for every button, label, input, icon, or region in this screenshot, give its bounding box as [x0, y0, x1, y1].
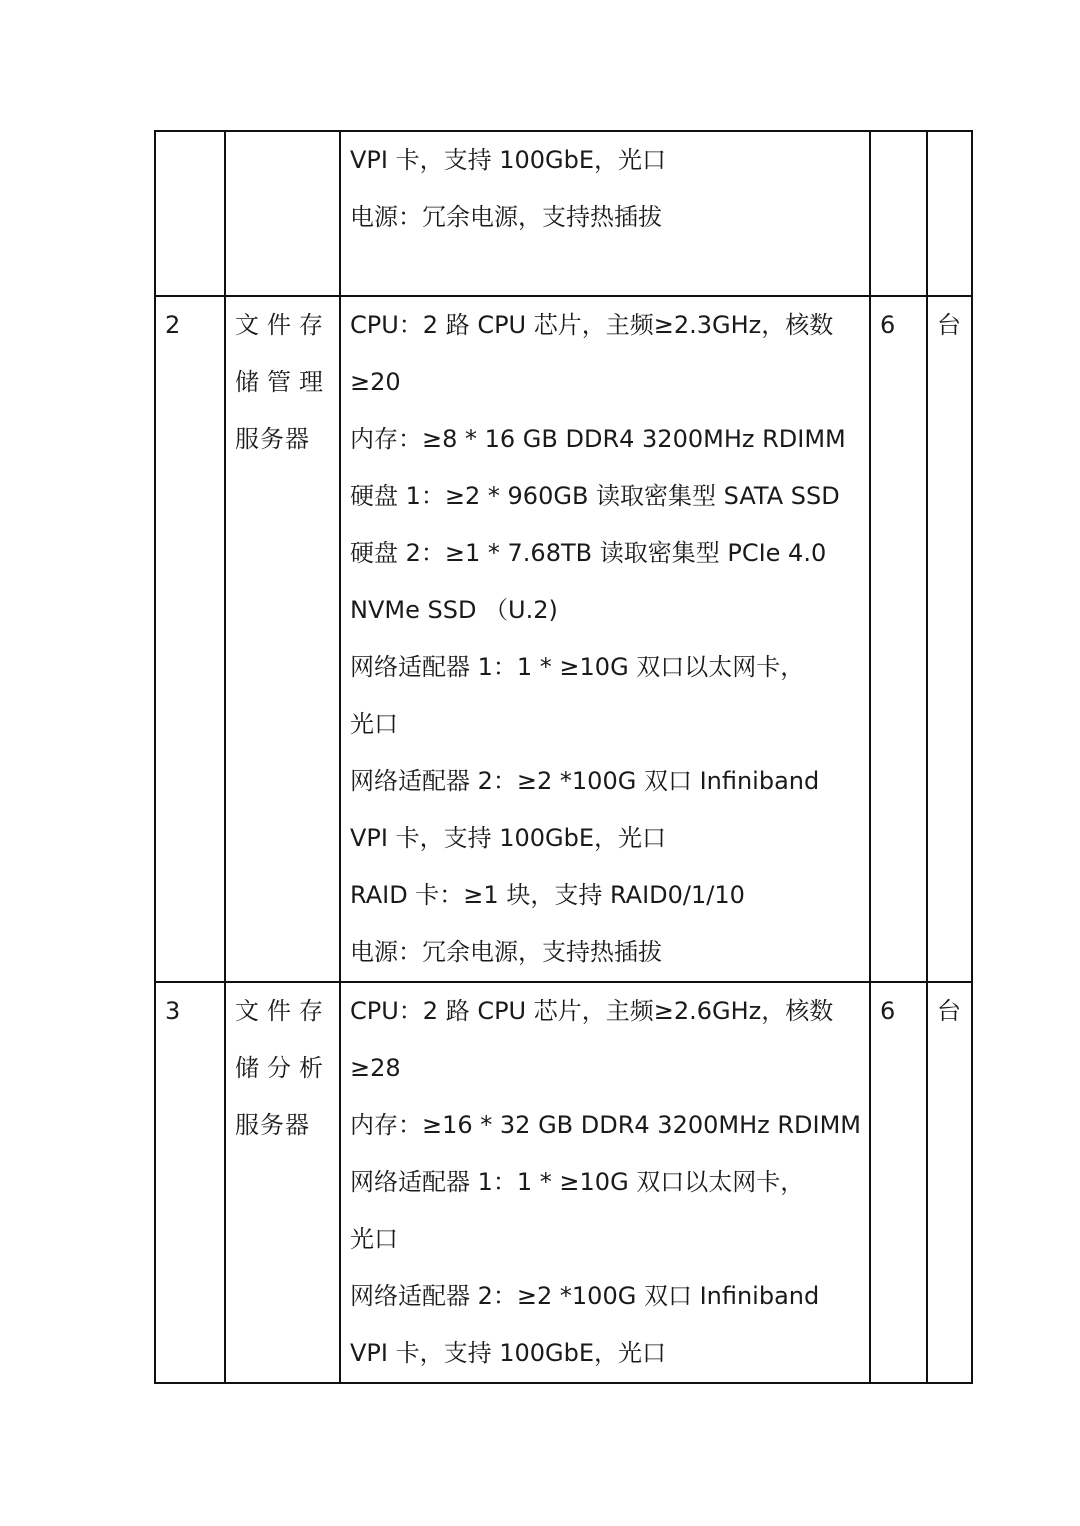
- quantity-cell: [870, 131, 927, 296]
- table-row: [155, 296, 972, 982]
- quantity-value: 6: [880, 997, 896, 1025]
- spec-line: 电源：冗余电源，支持热插拔: [350, 938, 662, 966]
- spec-line: RAID 卡：≥1 块，支持 RAID0/1/10: [350, 881, 745, 909]
- unit-value: 台: [937, 997, 962, 1025]
- spec-line: 网络适配器 1：1 * ≥10G 双口以太网卡，: [350, 1168, 805, 1196]
- quantity-value: 6: [880, 311, 896, 339]
- item-name-cell: [225, 296, 340, 982]
- item-name-line: 储分析: [235, 1054, 331, 1082]
- row-number-cell: [155, 296, 225, 982]
- spec-line: 硬盘 2：≥1 * 7.68TB 读取密集型 PCIe 4.0: [350, 539, 827, 567]
- table-row: [155, 982, 972, 1383]
- spec-line: 网络适配器 1：1 * ≥10G 双口以太网卡，: [350, 653, 805, 681]
- spec-line: 内存：≥8 * 16 GB DDR4 3200MHz RDIMM: [350, 425, 846, 453]
- spec-line: 硬盘 1：≥2 * 960GB 读取密集型 SATA SSD: [350, 482, 840, 510]
- spec-line: 光口: [350, 710, 398, 738]
- row-number-cell: [155, 131, 225, 296]
- spec-line: VPI 卡，支持 100GbE，光口: [350, 146, 667, 174]
- item-name-line: 文件存: [235, 311, 331, 339]
- unit-cell: [927, 982, 972, 1383]
- item-name-line: 服务器: [235, 1111, 310, 1139]
- spec-line: VPI 卡，支持 100GbE，光口: [350, 1339, 667, 1367]
- spec-line: 网络适配器 2：≥2 *100G 双口 Infiniband: [350, 1282, 820, 1310]
- spec-line: 光口: [350, 1225, 398, 1253]
- row-number: 2: [165, 311, 181, 339]
- spec-table: [154, 130, 973, 1384]
- spec-line: NVMe SSD （U.2): [350, 596, 558, 624]
- row-number-cell: [155, 982, 225, 1383]
- spec-line: ≥20: [350, 368, 401, 396]
- quantity-cell: [870, 296, 927, 982]
- spec-line: CPU：2 路 CPU 芯片，主频≥2.3GHz，核数: [350, 311, 834, 339]
- spec-line: CPU：2 路 CPU 芯片，主频≥2.6GHz，核数: [350, 997, 834, 1025]
- item-name-line: 文件存: [235, 997, 331, 1025]
- item-name-cell: [225, 982, 340, 1383]
- spec-cell: [340, 296, 870, 982]
- unit-value: 台: [937, 311, 962, 339]
- spec-line: 电源：冗余电源，支持热插拔: [350, 203, 662, 231]
- item-name-cell: [225, 131, 340, 296]
- spec-line: 内存：≥16 * 32 GB DDR4 3200MHz RDIMM: [350, 1111, 862, 1139]
- spec-line: 网络适配器 2：≥2 *100G 双口 Infiniband: [350, 767, 820, 795]
- spec-cell: [340, 982, 870, 1383]
- item-name-line: 服务器: [235, 425, 310, 453]
- row-number: 3: [165, 997, 181, 1025]
- item-name-line: 储管理: [235, 368, 331, 396]
- quantity-cell: [870, 982, 927, 1383]
- spec-cell: [340, 131, 870, 296]
- unit-cell: [927, 131, 972, 296]
- table-row: [155, 131, 972, 296]
- unit-cell: [927, 296, 972, 982]
- spec-line: ≥28: [350, 1054, 401, 1082]
- spec-line: VPI 卡，支持 100GbE，光口: [350, 824, 667, 852]
